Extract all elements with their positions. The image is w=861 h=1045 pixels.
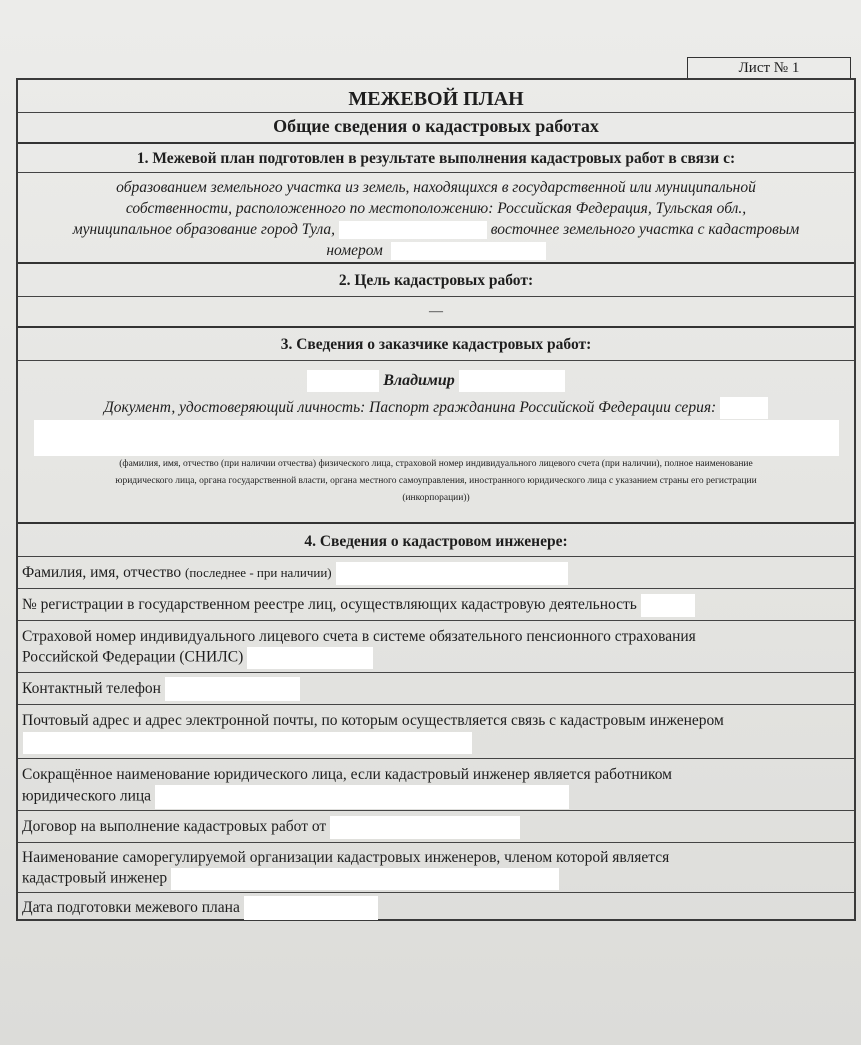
redacted-block [165,677,300,701]
redacted-block [459,370,565,392]
redacted-block [336,562,568,585]
customer-name-line [18,369,854,393]
redacted-block [391,242,546,260]
engineer-organization-line-1: Сокращённое наименование юридического лица, если кадастровый инженер является работником [22,766,672,783]
document-subtitle: Общие сведения о кадастровых работах [18,112,854,139]
engineer-address-label: Почтовый адрес и адрес электронной почты, по которым осуществляется связь с кадастровым инженером [22,712,724,729]
engineer-snils-line-2 [22,647,850,669]
engineer-fio-note: (последнее - при наличии) [185,565,332,580]
engineer-contract-label: Договор на выполнение кадастровых работ от [22,818,327,835]
redacted-block [171,868,559,890]
redacted-block [641,594,695,617]
section-2-heading: 2. Цель кадастровых работ: [18,262,854,296]
plan-date-label: Дата подготовки межевого плана [22,899,240,916]
engineer-phone-row [18,672,854,704]
customer-document: Документ, удостоверяющий личность: Паспорт гражданина Российской Федерации серия: [103,399,717,416]
engineer-organization-label: юридического лица [22,787,152,805]
engineer-sro-row [18,842,854,892]
form-frame [16,78,856,921]
engineer-contract-row [18,810,854,842]
engineer-sro-line-1: Наименование саморегулируемой организации кадастровых инженеров, членом которой является [22,849,670,866]
section-1-line-3 [18,219,854,240]
customer-name: Владимир [383,372,455,389]
section-3-legend [18,456,854,507]
sheet-number: Лист № 1 [687,57,851,80]
engineer-fio-row [18,556,854,588]
section-3-heading: 3. Сведения о заказчике кадастровых работ: [18,326,854,360]
engineer-registry-label: № регистрации в государственном реестре лиц, осуществляющих кадастровую деятельность [22,596,637,613]
redacted-block [23,732,472,754]
engineer-organization-line-2 [22,785,850,809]
customer-document-line [18,397,854,419]
engineer-registry-row [18,588,854,620]
section-2-value: — [18,296,854,324]
section-1-line-3a: муниципальное образование город Тула, [72,221,336,238]
engineer-organization-row [18,758,854,810]
engineer-snils-label: Российской Федерации (СНИЛС) [22,648,244,666]
redacted-block [34,420,839,456]
engineer-snils-line-1: Страховой номер индивидуального лицевого счета в системе обязательного пенсионного страхования [22,628,696,645]
section-1-heading: 1. Межевой план подготовлен в результате выполнения кадастровых работ в связи с: [18,142,854,172]
redacted-block [247,647,373,669]
section-1-line-3b: восточнее земельного участка с кадастровым [490,221,800,238]
redacted-block [330,816,520,839]
redacted-block [339,221,487,239]
redacted-block [155,785,569,809]
engineer-sro-label: кадастровый инженер [22,869,168,887]
section-1-line-1: образованием земельного участка из земель, находящихся в государственной или муниципальной [116,179,756,196]
section-3-body [18,360,854,518]
legend-line-2: юридического лица, органа государственной власти, органа местного самоуправления, иностранного юридического лица с указанием страны его регистрации [115,476,757,486]
redacted-block [307,370,379,392]
engineer-fio-label: Фамилия, имя, отчество [22,564,182,581]
engineer-snils-row [18,620,854,672]
engineer-phone-label: Контактный телефон [22,680,161,697]
section-4-heading: 4. Сведения о кадастровом инженере: [18,522,854,556]
section-1-line-4 [18,240,854,261]
engineer-address-row [18,704,854,758]
plan-date-row [18,892,854,921]
legend-line-1: (фамилия, имя, отчество (при наличии отчества) физического лица, страховой номер индивидуального лицевого счета (при наличии), полное наименование [119,459,753,469]
redacted-block [720,397,768,419]
legend-line-3: (инкорпорации)) [402,493,470,503]
document-title: МЕЖЕВОЙ ПЛАН [348,88,524,110]
redacted-block [244,896,378,920]
section-1-line-2: собственности, расположенного по местоположению: Российская Федерация, Тульская обл., [125,200,747,217]
section-1-body [18,172,854,260]
engineer-sro-line-2 [22,868,850,890]
section-1-cadastral-label: номером [326,242,383,259]
